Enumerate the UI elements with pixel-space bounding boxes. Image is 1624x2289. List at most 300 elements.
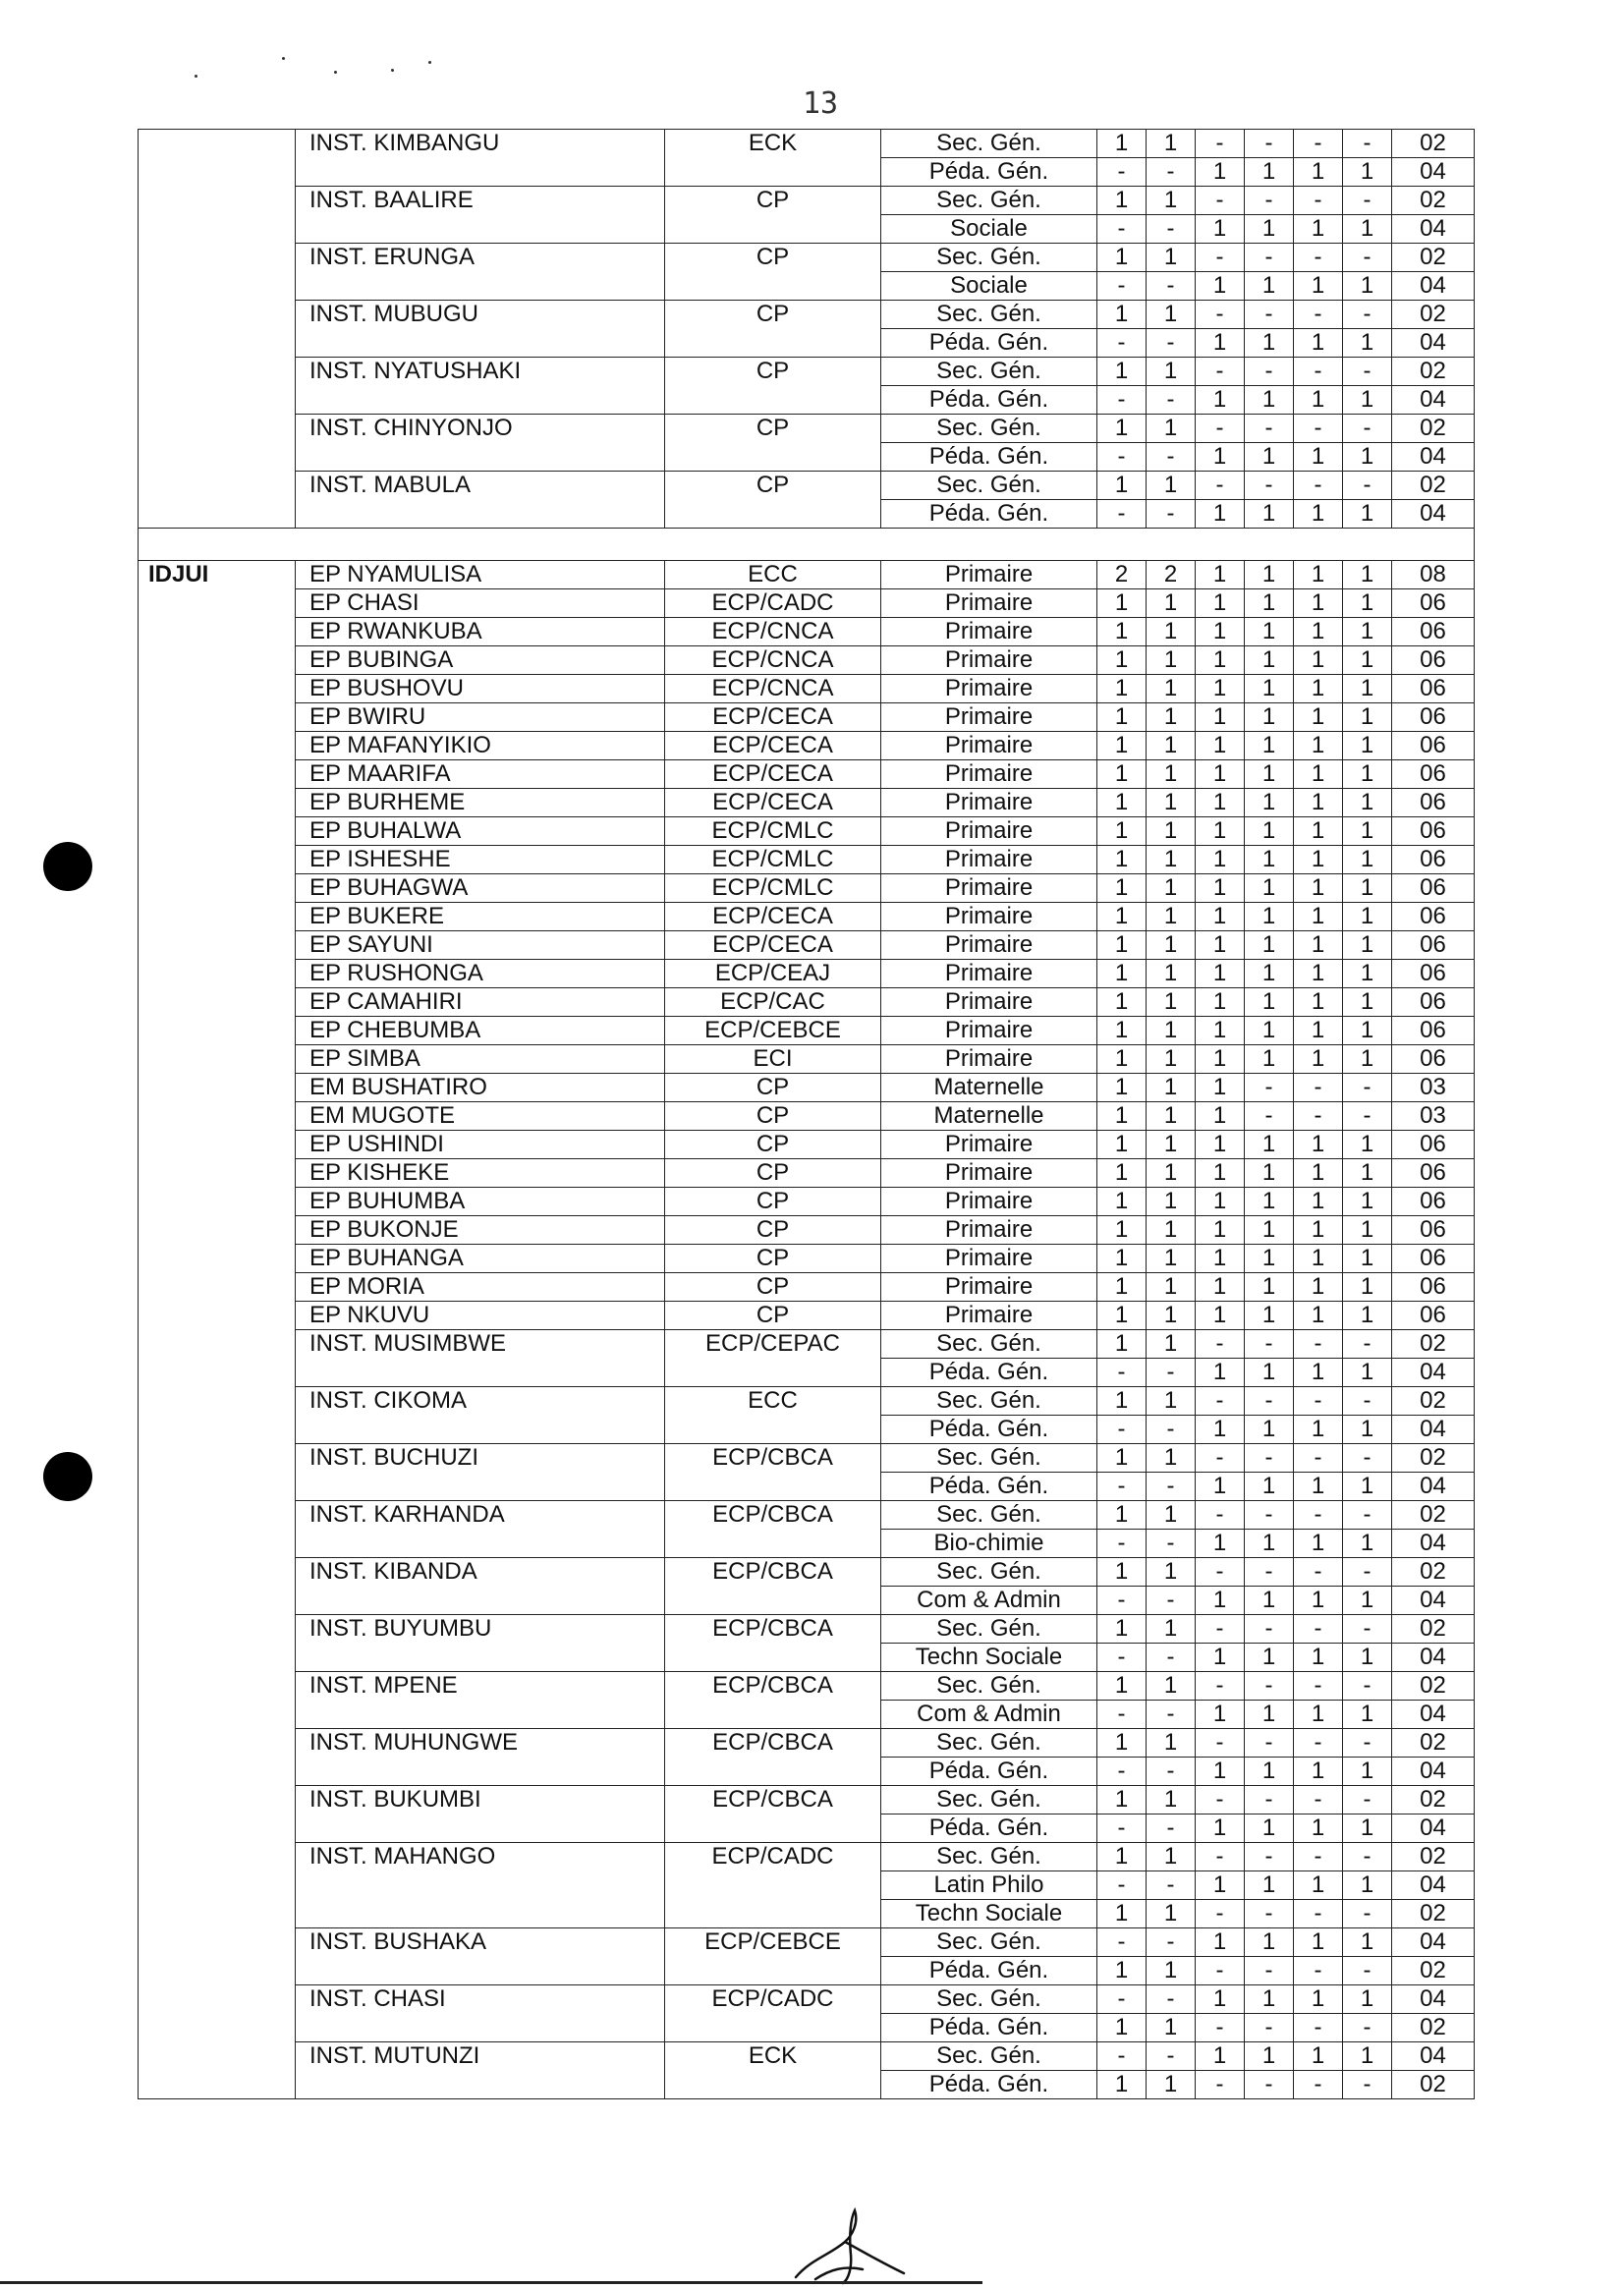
table-row bbox=[139, 415, 1475, 443]
class-count-cell: 1 bbox=[1196, 760, 1245, 789]
table-row bbox=[139, 874, 1475, 903]
total-cell: 06 bbox=[1392, 874, 1475, 903]
total-cell: 02 bbox=[1392, 1957, 1475, 1985]
total-cell: 04 bbox=[1392, 1416, 1475, 1444]
class-count-cell: 1 bbox=[1245, 158, 1294, 187]
class-count-cell: 1 bbox=[1294, 1758, 1343, 1786]
class-count-cell: 1 bbox=[1147, 732, 1196, 760]
class-count-cell: 1 bbox=[1097, 1102, 1147, 1131]
class-count-cell: 1 bbox=[1294, 1216, 1343, 1245]
class-count-cell: 1 bbox=[1097, 1786, 1147, 1814]
section-cell: Sec. Gén. bbox=[881, 472, 1097, 500]
class-count-cell: 1 bbox=[1196, 789, 1245, 817]
organization-cell: ECC bbox=[665, 561, 881, 589]
school-name-cell: INST. NYATUSHAKI bbox=[296, 358, 665, 415]
class-count-cell: - bbox=[1147, 1758, 1196, 1786]
school-name-cell: EP BUKONJE bbox=[296, 1216, 665, 1245]
organization-cell: CP bbox=[665, 301, 881, 358]
total-cell: 06 bbox=[1392, 589, 1475, 618]
class-count-cell: 1 bbox=[1343, 618, 1392, 646]
class-count-cell: - bbox=[1196, 2014, 1245, 2042]
class-count-cell: - bbox=[1245, 472, 1294, 500]
school-name-cell: INST. CHASI bbox=[296, 1985, 665, 2042]
section-cell: Primaire bbox=[881, 931, 1097, 960]
class-count-cell: 1 bbox=[1147, 1245, 1196, 1273]
class-count-cell: 1 bbox=[1245, 703, 1294, 732]
organization-cell: CP bbox=[665, 244, 881, 301]
class-count-cell: 1 bbox=[1147, 931, 1196, 960]
table-row bbox=[139, 1444, 1475, 1473]
total-cell: 06 bbox=[1392, 931, 1475, 960]
class-count-cell: 1 bbox=[1097, 1558, 1147, 1587]
class-count-cell: 1 bbox=[1147, 903, 1196, 931]
class-count-cell: 1 bbox=[1196, 874, 1245, 903]
organization-cell: ECP/CECA bbox=[665, 703, 881, 732]
class-count-cell: - bbox=[1294, 1957, 1343, 1985]
class-count-cell: 1 bbox=[1097, 1330, 1147, 1359]
class-count-cell: - bbox=[1245, 244, 1294, 272]
table-row bbox=[139, 618, 1475, 646]
scan-speck bbox=[195, 75, 197, 78]
class-count-cell: 1 bbox=[1196, 732, 1245, 760]
separator-cell bbox=[139, 529, 1475, 561]
class-count-cell: - bbox=[1294, 472, 1343, 500]
total-cell: 06 bbox=[1392, 846, 1475, 874]
total-cell: 04 bbox=[1392, 1928, 1475, 1957]
table-row bbox=[139, 1102, 1475, 1131]
class-count-cell: 1 bbox=[1097, 1672, 1147, 1701]
class-count-cell: - bbox=[1343, 1843, 1392, 1871]
class-count-cell: 1 bbox=[1294, 1045, 1343, 1074]
total-cell: 04 bbox=[1392, 272, 1475, 301]
class-count-cell: 1 bbox=[1196, 1188, 1245, 1216]
class-count-cell: 1 bbox=[1097, 415, 1147, 443]
organization-cell: ECP/CMLC bbox=[665, 817, 881, 846]
class-count-cell: 1 bbox=[1294, 1985, 1343, 2014]
class-count-cell: - bbox=[1245, 2071, 1294, 2099]
class-count-cell: 1 bbox=[1147, 789, 1196, 817]
section-cell: Sec. Gén. bbox=[881, 1985, 1097, 2014]
school-name-cell: EP ISHESHE bbox=[296, 846, 665, 874]
class-count-cell: 1 bbox=[1245, 960, 1294, 988]
class-count-cell: 1 bbox=[1196, 931, 1245, 960]
class-count-cell: 1 bbox=[1097, 1159, 1147, 1188]
class-count-cell: 1 bbox=[1097, 760, 1147, 789]
class-count-cell: 1 bbox=[1196, 589, 1245, 618]
class-count-cell: - bbox=[1343, 1102, 1392, 1131]
class-count-cell: 1 bbox=[1147, 1387, 1196, 1416]
class-count-cell: 1 bbox=[1097, 1615, 1147, 1644]
school-name-cell: INST. KIMBANGU bbox=[296, 130, 665, 187]
class-count-cell: 1 bbox=[1294, 1131, 1343, 1159]
class-count-cell: 1 bbox=[1343, 988, 1392, 1017]
class-count-cell: 1 bbox=[1294, 386, 1343, 415]
class-count-cell: 1 bbox=[1097, 703, 1147, 732]
table-row bbox=[139, 988, 1475, 1017]
school-name-cell: INST. MAHANGO bbox=[296, 1843, 665, 1928]
class-count-cell: 1 bbox=[1294, 329, 1343, 358]
table-row bbox=[139, 1672, 1475, 1701]
class-count-cell: 1 bbox=[1196, 1985, 1245, 2014]
class-count-cell: 1 bbox=[1245, 1473, 1294, 1501]
class-count-cell: 1 bbox=[1245, 1587, 1294, 1615]
school-name-cell: EP MORIA bbox=[296, 1273, 665, 1302]
class-count-cell: - bbox=[1196, 415, 1245, 443]
class-count-cell: 1 bbox=[1097, 846, 1147, 874]
class-count-cell: - bbox=[1097, 1530, 1147, 1558]
class-count-cell: 1 bbox=[1196, 1928, 1245, 1957]
class-count-cell: 1 bbox=[1343, 1416, 1392, 1444]
school-name-cell: INST. MABULA bbox=[296, 472, 665, 529]
class-count-cell: 1 bbox=[1097, 130, 1147, 158]
class-count-cell: - bbox=[1097, 1928, 1147, 1957]
organization-cell: CP bbox=[665, 187, 881, 244]
total-cell: 02 bbox=[1392, 1501, 1475, 1530]
table-row bbox=[139, 1245, 1475, 1273]
table-row bbox=[139, 703, 1475, 732]
page-bottom-rule bbox=[0, 2281, 982, 2284]
total-cell: 04 bbox=[1392, 1871, 1475, 1900]
class-count-cell: 1 bbox=[1245, 443, 1294, 472]
class-count-cell: - bbox=[1245, 1501, 1294, 1530]
total-cell: 04 bbox=[1392, 1644, 1475, 1672]
class-count-cell: 1 bbox=[1147, 1672, 1196, 1701]
class-count-cell: - bbox=[1147, 1928, 1196, 1957]
class-count-cell: 1 bbox=[1294, 1701, 1343, 1729]
class-count-cell: 1 bbox=[1097, 244, 1147, 272]
class-count-cell: - bbox=[1294, 1729, 1343, 1758]
class-count-cell: 1 bbox=[1294, 1871, 1343, 1900]
class-count-cell: - bbox=[1343, 415, 1392, 443]
class-count-cell: 1 bbox=[1294, 646, 1343, 675]
class-count-cell: - bbox=[1196, 244, 1245, 272]
table-row bbox=[139, 1159, 1475, 1188]
organization-cell: ECP/CADC bbox=[665, 1985, 881, 2042]
class-count-cell: - bbox=[1294, 1672, 1343, 1701]
section-cell: Péda. Gén. bbox=[881, 500, 1097, 529]
class-count-cell: 1 bbox=[1245, 817, 1294, 846]
organization-cell: CP bbox=[665, 1102, 881, 1131]
class-count-cell: 1 bbox=[1196, 443, 1245, 472]
table-row bbox=[139, 561, 1475, 589]
table-row bbox=[139, 1843, 1475, 1871]
class-count-cell: 1 bbox=[1294, 903, 1343, 931]
class-count-cell: 1 bbox=[1294, 443, 1343, 472]
section-cell: Sec. Gén. bbox=[881, 187, 1097, 215]
class-count-cell: 1 bbox=[1294, 1814, 1343, 1843]
class-count-cell: 1 bbox=[1196, 1701, 1245, 1729]
class-count-cell: - bbox=[1196, 301, 1245, 329]
class-count-cell: - bbox=[1097, 1985, 1147, 2014]
class-count-cell: 1 bbox=[1196, 1273, 1245, 1302]
section-cell: Sec. Gén. bbox=[881, 415, 1097, 443]
table-row bbox=[139, 1216, 1475, 1245]
class-count-cell: 1 bbox=[1097, 988, 1147, 1017]
class-count-cell: 1 bbox=[1343, 817, 1392, 846]
class-count-cell: - bbox=[1294, 1330, 1343, 1359]
class-count-cell: 1 bbox=[1294, 817, 1343, 846]
class-count-cell: - bbox=[1147, 1359, 1196, 1387]
total-cell: 02 bbox=[1392, 1558, 1475, 1587]
table-row bbox=[139, 2042, 1475, 2071]
class-count-cell: - bbox=[1097, 443, 1147, 472]
section-cell: Sec. Gén. bbox=[881, 1501, 1097, 1530]
class-count-cell: 1 bbox=[1196, 2042, 1245, 2071]
class-count-cell: 1 bbox=[1343, 1302, 1392, 1330]
organization-cell: CP bbox=[665, 1159, 881, 1188]
organization-cell: ECP/CEPAC bbox=[665, 1330, 881, 1387]
class-count-cell: - bbox=[1147, 1530, 1196, 1558]
organization-cell: ECI bbox=[665, 1045, 881, 1074]
table-row bbox=[139, 1074, 1475, 1102]
class-count-cell: 1 bbox=[1097, 874, 1147, 903]
section-cell: Primaire bbox=[881, 789, 1097, 817]
class-count-cell: 1 bbox=[1196, 1131, 1245, 1159]
table-row bbox=[139, 760, 1475, 789]
total-cell: 02 bbox=[1392, 130, 1475, 158]
class-count-cell: 1 bbox=[1196, 1473, 1245, 1501]
class-count-cell: - bbox=[1097, 1871, 1147, 1900]
page-number: 13 bbox=[802, 86, 839, 121]
class-count-cell: - bbox=[1097, 1473, 1147, 1501]
total-cell: 02 bbox=[1392, 358, 1475, 386]
class-count-cell: - bbox=[1196, 187, 1245, 215]
class-count-cell: - bbox=[1343, 1957, 1392, 1985]
class-count-cell: 1 bbox=[1196, 1159, 1245, 1188]
school-name-cell: EP BUHANGA bbox=[296, 1245, 665, 1273]
class-count-cell: - bbox=[1147, 1871, 1196, 1900]
table-row bbox=[139, 1387, 1475, 1416]
class-count-cell: 1 bbox=[1097, 1045, 1147, 1074]
class-count-cell: 1 bbox=[1245, 1758, 1294, 1786]
organization-cell: ECP/CMLC bbox=[665, 846, 881, 874]
section-cell: Com & Admin bbox=[881, 1701, 1097, 1729]
organization-cell: CP bbox=[665, 1074, 881, 1102]
class-count-cell: - bbox=[1097, 1758, 1147, 1786]
class-count-cell: 1 bbox=[1097, 1074, 1147, 1102]
school-name-cell: EP BUHALWA bbox=[296, 817, 665, 846]
class-count-cell: 1 bbox=[1343, 1644, 1392, 1672]
class-count-cell: 1 bbox=[1343, 903, 1392, 931]
table-row bbox=[139, 817, 1475, 846]
section-cell: Primaire bbox=[881, 960, 1097, 988]
class-count-cell: 1 bbox=[1147, 1159, 1196, 1188]
class-count-cell: 1 bbox=[1147, 1102, 1196, 1131]
organization-cell: ECP/CEBCE bbox=[665, 1017, 881, 1045]
section-cell: Péda. Gén. bbox=[881, 1359, 1097, 1387]
class-count-cell: - bbox=[1245, 130, 1294, 158]
class-count-cell: 1 bbox=[1343, 760, 1392, 789]
section-cell: Primaire bbox=[881, 903, 1097, 931]
class-count-cell: - bbox=[1343, 1900, 1392, 1928]
class-count-cell: 1 bbox=[1245, 1871, 1294, 1900]
section-cell: Com & Admin bbox=[881, 1587, 1097, 1615]
total-cell: 06 bbox=[1392, 618, 1475, 646]
class-count-cell: 1 bbox=[1343, 1131, 1392, 1159]
total-cell: 06 bbox=[1392, 789, 1475, 817]
class-count-cell: - bbox=[1343, 1074, 1392, 1102]
school-name-cell: INST. MUSIMBWE bbox=[296, 1330, 665, 1387]
organization-cell: ECP/CECA bbox=[665, 760, 881, 789]
table-row bbox=[139, 675, 1475, 703]
class-count-cell: 1 bbox=[1097, 732, 1147, 760]
class-count-cell: 1 bbox=[1343, 874, 1392, 903]
school-name-cell: EP BURHEME bbox=[296, 789, 665, 817]
class-count-cell: 1 bbox=[1294, 1473, 1343, 1501]
school-name-cell: EP NKUVU bbox=[296, 1302, 665, 1330]
school-name-cell: EP RWANKUBA bbox=[296, 618, 665, 646]
class-count-cell: 1 bbox=[1147, 1786, 1196, 1814]
class-count-cell: 1 bbox=[1294, 1159, 1343, 1188]
class-count-cell: 1 bbox=[1245, 1416, 1294, 1444]
organization-cell: ECP/CECA bbox=[665, 789, 881, 817]
section-cell: Péda. Gén. bbox=[881, 2014, 1097, 2042]
class-count-cell: 1 bbox=[1147, 1729, 1196, 1758]
table-row bbox=[139, 1928, 1475, 1957]
total-cell: 04 bbox=[1392, 158, 1475, 187]
school-name-cell: INST. ERUNGA bbox=[296, 244, 665, 301]
class-count-cell: - bbox=[1245, 1786, 1294, 1814]
class-count-cell: 1 bbox=[1245, 1302, 1294, 1330]
section-cell: Sec. Gén. bbox=[881, 1615, 1097, 1644]
class-count-cell: - bbox=[1294, 301, 1343, 329]
class-count-cell: 1 bbox=[1147, 415, 1196, 443]
class-count-cell: 1 bbox=[1196, 988, 1245, 1017]
class-count-cell: 1 bbox=[1343, 1587, 1392, 1615]
class-count-cell: 1 bbox=[1147, 2071, 1196, 2099]
class-count-cell: 1 bbox=[1294, 561, 1343, 589]
class-count-cell: - bbox=[1343, 301, 1392, 329]
class-count-cell: 1 bbox=[1294, 846, 1343, 874]
class-count-cell: 1 bbox=[1245, 1530, 1294, 1558]
class-count-cell: - bbox=[1147, 1416, 1196, 1444]
total-cell: 02 bbox=[1392, 2071, 1475, 2099]
section-cell: Primaire bbox=[881, 1159, 1097, 1188]
section-cell: Péda. Gén. bbox=[881, 1758, 1097, 1786]
section-cell: Sec. Gén. bbox=[881, 1729, 1097, 1758]
section-cell: Sec. Gén. bbox=[881, 130, 1097, 158]
school-name-cell: INST. MPENE bbox=[296, 1672, 665, 1729]
class-count-cell: 1 bbox=[1147, 1558, 1196, 1587]
class-count-cell: 1 bbox=[1097, 903, 1147, 931]
class-count-cell: 1 bbox=[1245, 618, 1294, 646]
table-row bbox=[139, 1558, 1475, 1587]
school-name-cell: EP SIMBA bbox=[296, 1045, 665, 1074]
class-count-cell: - bbox=[1147, 1587, 1196, 1615]
total-cell: 06 bbox=[1392, 1302, 1475, 1330]
class-count-cell: 1 bbox=[1147, 1615, 1196, 1644]
class-count-cell: 1 bbox=[1245, 1017, 1294, 1045]
class-count-cell: - bbox=[1294, 1387, 1343, 1416]
class-count-cell: 1 bbox=[1196, 646, 1245, 675]
class-count-cell: - bbox=[1147, 1473, 1196, 1501]
class-count-cell: 1 bbox=[1245, 988, 1294, 1017]
total-cell: 06 bbox=[1392, 1273, 1475, 1302]
organization-cell: CP bbox=[665, 1216, 881, 1245]
table-row bbox=[139, 646, 1475, 675]
class-count-cell: - bbox=[1343, 1615, 1392, 1644]
class-count-cell: 1 bbox=[1196, 817, 1245, 846]
class-count-cell: - bbox=[1147, 215, 1196, 244]
class-count-cell: - bbox=[1343, 1786, 1392, 1814]
section-cell: Primaire bbox=[881, 817, 1097, 846]
class-count-cell: 1 bbox=[1343, 1045, 1392, 1074]
district-cell bbox=[139, 130, 296, 529]
class-count-cell: 1 bbox=[1245, 386, 1294, 415]
section-cell: Sec. Gén. bbox=[881, 1387, 1097, 1416]
total-cell: 06 bbox=[1392, 675, 1475, 703]
class-count-cell: - bbox=[1294, 1558, 1343, 1587]
organization-cell: ECC bbox=[665, 1387, 881, 1444]
total-cell: 02 bbox=[1392, 2014, 1475, 2042]
section-cell: Sec. Gén. bbox=[881, 2042, 1097, 2071]
total-cell: 06 bbox=[1392, 646, 1475, 675]
section-cell: Primaire bbox=[881, 1188, 1097, 1216]
class-count-cell: - bbox=[1343, 1444, 1392, 1473]
class-count-cell: 1 bbox=[1343, 272, 1392, 301]
school-name-cell: EP USHINDI bbox=[296, 1131, 665, 1159]
class-count-cell: - bbox=[1343, 1672, 1392, 1701]
section-cell: Primaire bbox=[881, 675, 1097, 703]
total-cell: 02 bbox=[1392, 187, 1475, 215]
class-count-cell: 1 bbox=[1245, 732, 1294, 760]
class-count-cell: 1 bbox=[1294, 1273, 1343, 1302]
class-count-cell: - bbox=[1343, 1729, 1392, 1758]
class-count-cell: - bbox=[1343, 2014, 1392, 2042]
section-cell: Primaire bbox=[881, 1045, 1097, 1074]
class-count-cell: 1 bbox=[1147, 130, 1196, 158]
class-count-cell: 1 bbox=[1245, 589, 1294, 618]
class-count-cell: - bbox=[1294, 244, 1343, 272]
class-count-cell: - bbox=[1097, 500, 1147, 529]
class-count-cell: 1 bbox=[1245, 1216, 1294, 1245]
class-count-cell: - bbox=[1196, 1558, 1245, 1587]
total-cell: 04 bbox=[1392, 1359, 1475, 1387]
class-count-cell: - bbox=[1245, 358, 1294, 386]
school-name-cell: INST. BAALIRE bbox=[296, 187, 665, 244]
class-count-cell: - bbox=[1343, 1501, 1392, 1530]
class-count-cell: - bbox=[1294, 187, 1343, 215]
total-cell: 04 bbox=[1392, 1814, 1475, 1843]
class-count-cell: 1 bbox=[1196, 272, 1245, 301]
school-name-cell: EP KISHEKE bbox=[296, 1159, 665, 1188]
class-count-cell: 1 bbox=[1097, 1216, 1147, 1245]
organization-cell: ECP/CBCA bbox=[665, 1444, 881, 1501]
class-count-cell: 1 bbox=[1245, 1644, 1294, 1672]
table-row bbox=[139, 1501, 1475, 1530]
organization-cell: CP bbox=[665, 1273, 881, 1302]
school-name-cell: EP BUHAGWA bbox=[296, 874, 665, 903]
class-count-cell: 1 bbox=[1343, 1758, 1392, 1786]
section-cell: Primaire bbox=[881, 1273, 1097, 1302]
total-cell: 04 bbox=[1392, 329, 1475, 358]
class-count-cell: 1 bbox=[1343, 789, 1392, 817]
class-count-cell: 1 bbox=[1294, 931, 1343, 960]
class-count-cell: 1 bbox=[1343, 1701, 1392, 1729]
class-count-cell: 1 bbox=[1294, 618, 1343, 646]
class-count-cell: 1 bbox=[1097, 960, 1147, 988]
organization-cell: CP bbox=[665, 1131, 881, 1159]
school-name-cell: INST. MUTUNZI bbox=[296, 2042, 665, 2099]
class-count-cell: 1 bbox=[1343, 1359, 1392, 1387]
class-count-cell: 1 bbox=[1294, 703, 1343, 732]
class-count-cell: 1 bbox=[1147, 1330, 1196, 1359]
section-cell: Primaire bbox=[881, 874, 1097, 903]
school-name-cell: INST. BUCHUZI bbox=[296, 1444, 665, 1501]
total-cell: 02 bbox=[1392, 1786, 1475, 1814]
class-count-cell: 1 bbox=[1294, 1188, 1343, 1216]
class-count-cell: - bbox=[1097, 329, 1147, 358]
